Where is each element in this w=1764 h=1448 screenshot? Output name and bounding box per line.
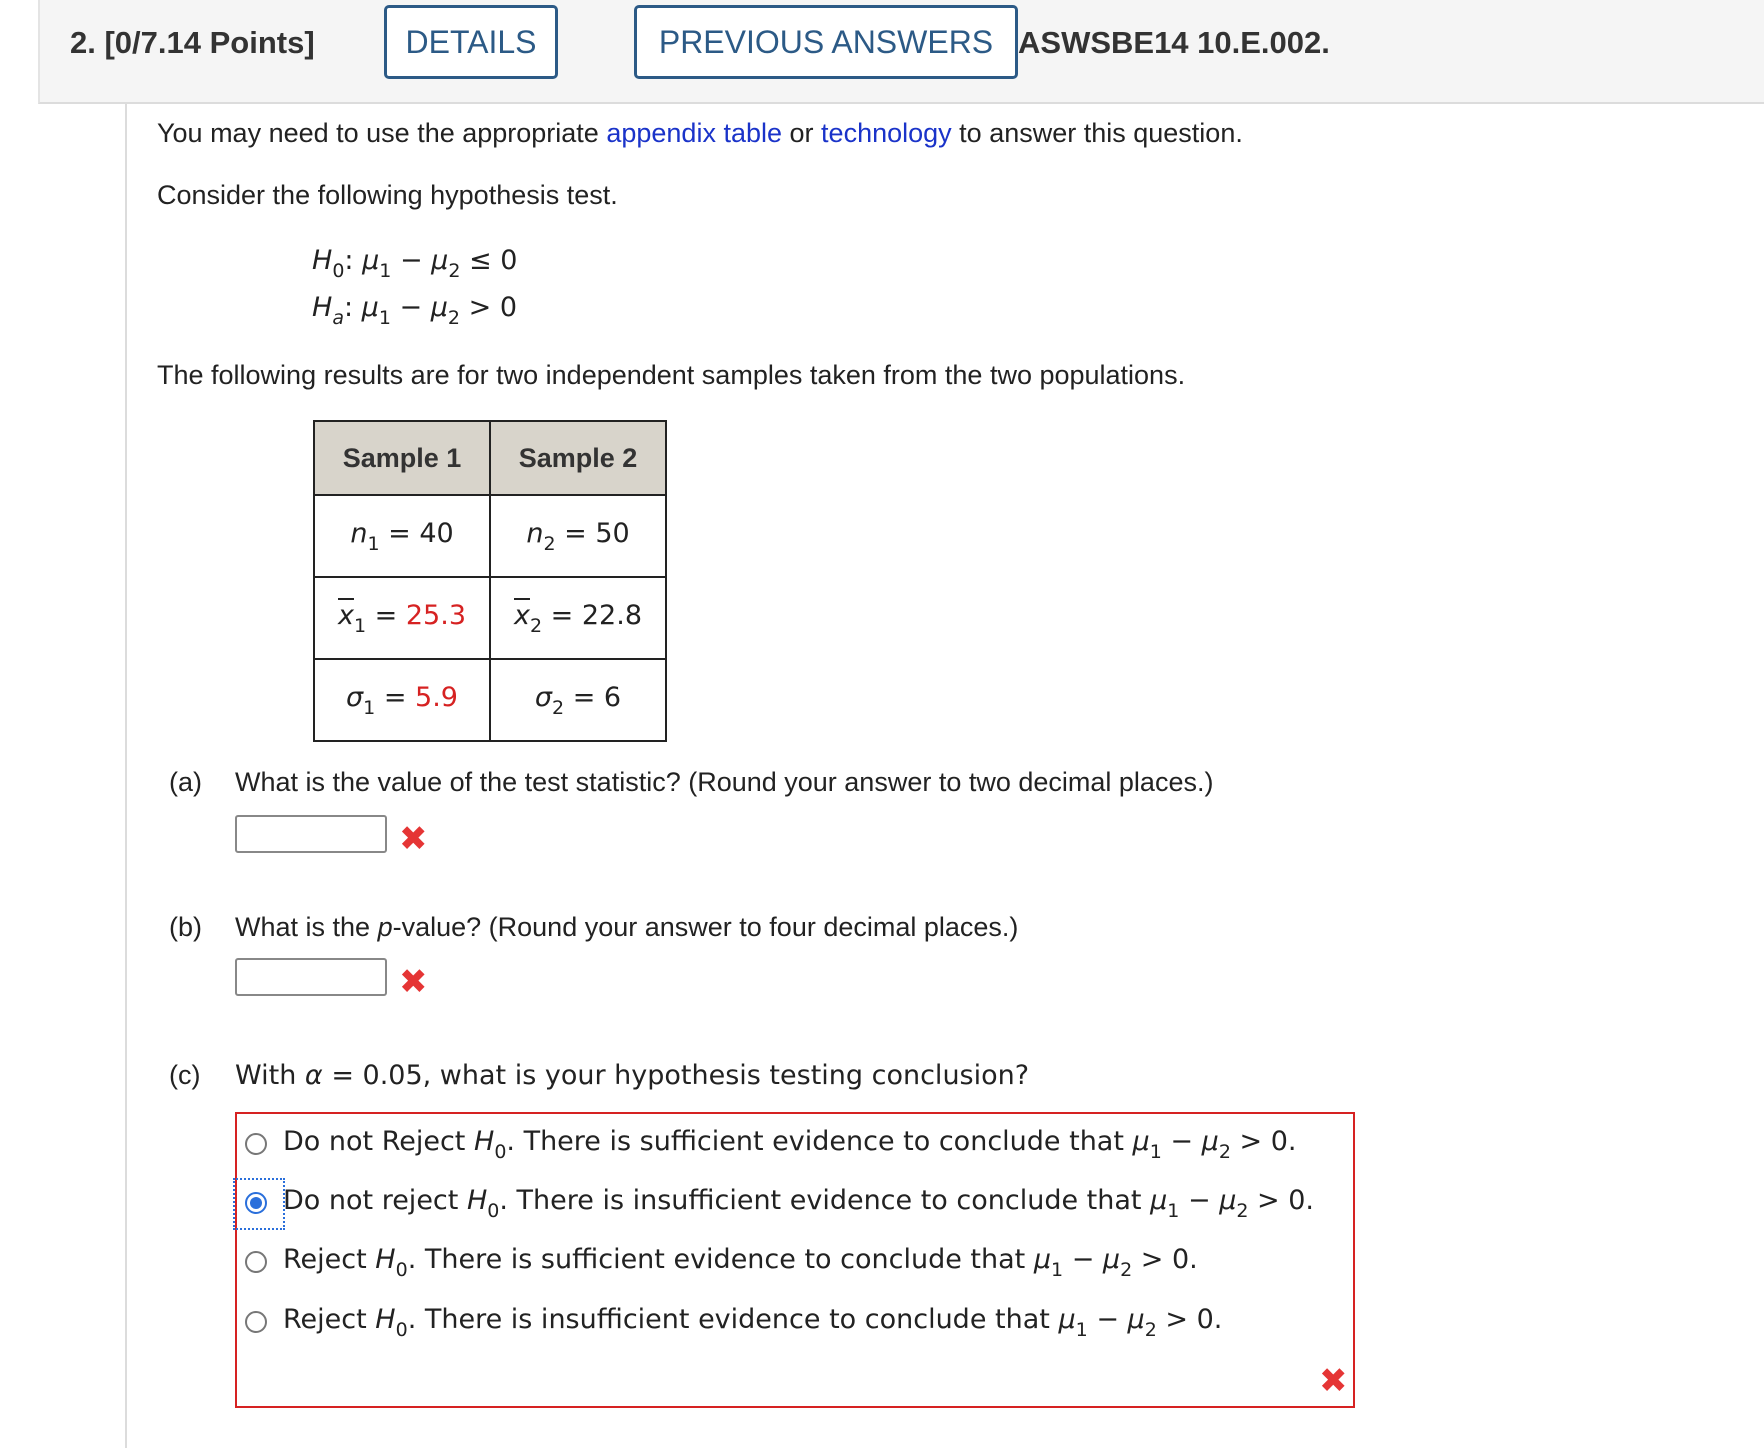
question-header: [38, 0, 1764, 104]
part-c-label: (c): [169, 1060, 201, 1090]
details-button[interactable]: DETAILS: [384, 5, 558, 79]
part-c-question: With α = 0.05, what is your hypothesis testing conclusion?: [235, 1060, 1030, 1091]
question-number: 2. [0/7.14 Points]: [70, 25, 315, 60]
conclusion-choices: [235, 1112, 1355, 1408]
sigma1-cell: $\sigma_1 = 5.9$: [314, 659, 490, 741]
intro-text: You may need to use the appropriate appendix table or technology to answer this question.: [157, 118, 1243, 148]
sample-table: [313, 420, 667, 742]
incorrect-icon: ✖: [399, 820, 428, 858]
n2-cell: $n_2 = 50$: [490, 495, 666, 577]
incorrect-icon: ✖: [1319, 1362, 1348, 1400]
choice-do-not-reject-sufficient[interactable]: Do not Reject $H_0$. There is sufficient evidence to conclude that $\mu_1 - \mu_2 > 0$.: [237, 1119, 1296, 1169]
radio-button[interactable]: [245, 1251, 267, 1273]
content-left-border: [125, 104, 127, 1448]
points-label: [0/7.14 Points]: [104, 25, 315, 60]
radio-button[interactable]: [245, 1311, 267, 1333]
choice-reject-insufficient[interactable]: Reject $H_0$. There is insufficient evidence to conclude that $\mu_1 - \mu_2 > 0$.: [237, 1297, 1222, 1347]
part-b-label: (b): [169, 912, 202, 942]
part-a-label: (a): [169, 767, 202, 797]
appendix-table-link[interactable]: appendix table: [606, 118, 782, 148]
sample1-header: Sample 1: [314, 421, 490, 495]
choice-do-not-reject-insufficient[interactable]: Do not reject $H_0$. There is insufficient evidence to conclude that $\mu_1 - \mu_2 > 0$.: [237, 1178, 1314, 1228]
part-a-question: What is the value of the test statistic? (Round your answer to two decimal places.): [235, 767, 1214, 797]
n1-cell: $n_1 = 40$: [314, 495, 490, 577]
alternative-hypothesis: $H_a$: $\mu_1 - \mu_2 > 0$: [312, 292, 517, 329]
incorrect-icon: ✖: [399, 963, 428, 1001]
sigma2-cell: $\sigma_2 = 6$: [490, 659, 666, 741]
p-value-input[interactable]: [235, 958, 387, 996]
xbar1-cell: $\overline{x}_1 = 25.3$: [314, 577, 490, 659]
consider-text: Consider the following hypothesis test.: [157, 180, 618, 210]
part-b-question: What is the p-value? (Round your answer to four decimal places.): [235, 912, 1019, 942]
results-text: The following results are for two independent samples taken from the two populations.: [157, 360, 1186, 390]
question-id: ASWSBE14 10.E.002.: [1018, 25, 1330, 60]
xbar2-cell: $\overline{x}_2 = 22.8$: [490, 577, 666, 659]
choice-reject-sufficient[interactable]: Reject $H_0$. There is sufficient evidence to conclude that $\mu_1 - \mu_2 > 0$.: [237, 1237, 1198, 1287]
radio-button-selected[interactable]: [245, 1192, 267, 1214]
radio-button[interactable]: [245, 1133, 267, 1155]
previous-answers-button[interactable]: PREVIOUS ANSWERS: [634, 5, 1018, 79]
sample2-header: Sample 2: [490, 421, 666, 495]
null-hypothesis: $H_0$: $\mu_1 - \mu_2 \le 0$: [312, 245, 518, 282]
test-statistic-input[interactable]: [235, 815, 387, 853]
technology-link[interactable]: technology: [821, 118, 952, 148]
